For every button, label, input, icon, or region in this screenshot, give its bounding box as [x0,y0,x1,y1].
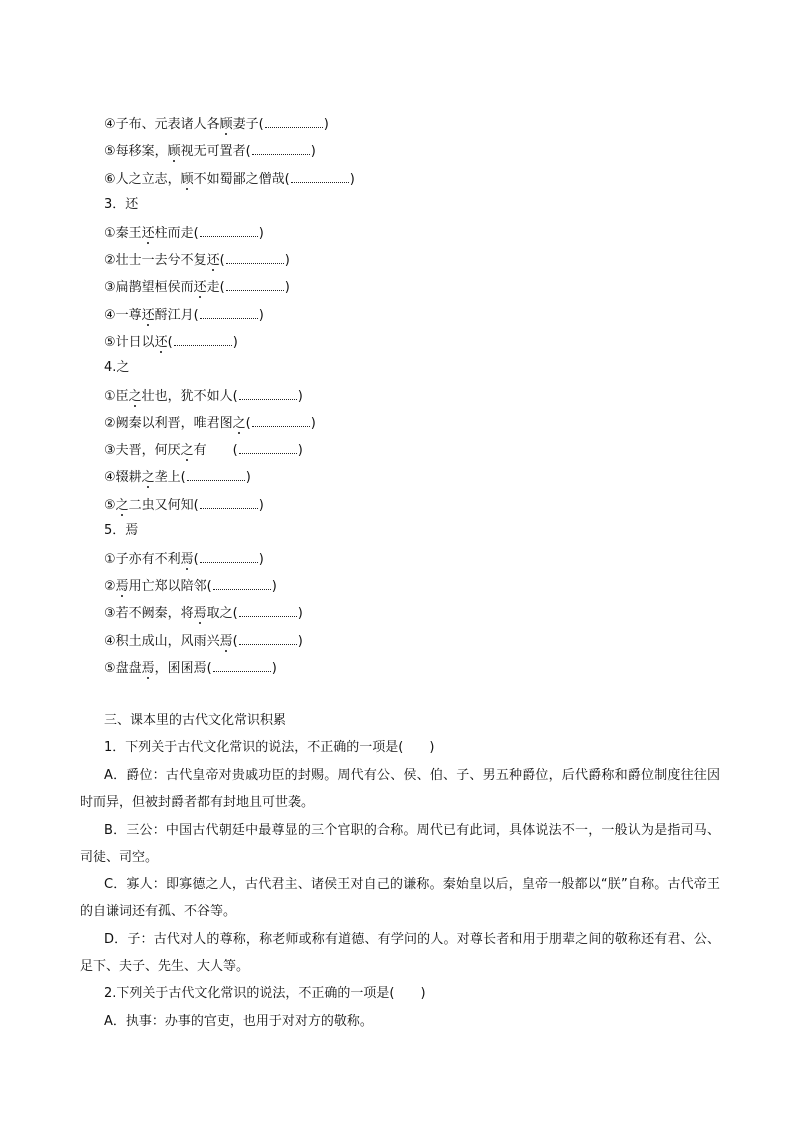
part-title: 三、课本里的古代文化常识积累 [104,713,287,728]
answer-blank[interactable] [200,550,258,563]
item-gu-6: ⑥人之立志，顾不如蜀鄙之僧哉( ) [104,172,355,187]
item-yan-1: ①子亦有不利焉( ) [104,552,264,567]
item-zhi-1: ①臣之壮也，犹不如人( ) [104,389,303,404]
answer-blank[interactable] [265,115,323,128]
item-gu-4: ④子布、元表诸人各顾妻子( ) [104,117,329,132]
answer-blank[interactable] [252,142,310,155]
section-heading-zhi: 4.之 [104,360,130,375]
question-1-option-c: C．寡人：即寡德之人，古代君主、诸侯王对自己的谦称。秦始皇以后，皇帝一般都以“朕”自称。古代帝王的自谦词还有孤、不谷等。 [80,877,720,919]
question-1: 1．下列关于古代文化常识的说法，不正确的一项是( ) [104,740,435,755]
answer-blank[interactable] [200,496,258,509]
question-1-option-b: B．三公：中国古代朝廷中最尊显的三个官职的合称。周代已有此词，具体说法不一，一般认为是指司马、司徒、司空。 [80,823,720,865]
answer-blank[interactable] [200,224,258,237]
answer-blank[interactable] [291,170,349,183]
item-zhi-5: ⑤之二虫又何知( ) [104,498,264,513]
answer-blank[interactable] [239,632,297,645]
answer-blank[interactable] [226,278,284,291]
answer-blank[interactable] [239,441,297,454]
question-2-option-a: A．执事：办事的官吏，也用于对对方的敬称。 [104,1014,373,1029]
item-yan-2: ②焉用亡郑以陪邻( ) [104,579,277,594]
item-yan-4: ④积土成山，风雨兴焉( ) [104,634,303,649]
item-huan-5: ⑤计日以还( ) [104,335,238,350]
item-gu-5: ⑤每移案，顾视无可置者( ) [104,144,316,159]
answer-blank[interactable] [213,659,271,672]
item-huan-2: ②壮士一去兮不复还( ) [104,253,290,268]
item-huan-4: ④一尊还酹江月( ) [104,308,264,323]
item-yan-5: ⑤盘盘焉，囷囷焉( ) [104,661,277,676]
question-1-option-d: D．子：古代对人的尊称，称老师或称有道德、有学问的人。对尊长者和用于朋辈之间的敬称还有君、公、足下、夫子、先生、大人等。 [80,932,720,974]
section-heading-huan: 3．还 [104,197,139,212]
answer-blank[interactable] [239,604,297,617]
answer-blank[interactable] [239,387,297,400]
item-zhi-2: ②阙秦以利晋，唯君图之( ) [104,416,316,431]
question-1-option-a: A．爵位：古代皇帝对贵戚功臣的封赐。周代有公、侯、伯、子、男五种爵位，后代爵称和爵位制度往往因时而异，但被封爵者都有封地且可世袭。 [80,768,720,810]
answer-blank[interactable] [174,333,232,346]
answer-blank[interactable] [252,414,310,427]
item-huan-3: ③扁鹊望桓侯而还走( ) [104,280,290,295]
answer-blank[interactable] [200,306,258,319]
section-heading-yan: 5．焉 [104,523,139,538]
answer-blank[interactable] [213,577,271,590]
answer-blank[interactable] [226,251,284,264]
item-zhi-4: ④辍耕之垄上( ) [104,470,251,485]
question-2: 2.下列关于古代文化常识的说法，不正确的一项是( ) [104,986,426,1001]
item-zhi-3: ③夫晋，何厌之有 ( ) [104,443,303,458]
item-huan-1: ①秦王还柱而走( ) [104,226,264,241]
answer-blank[interactable] [187,468,245,481]
item-yan-3: ③若不阙秦，将焉取之( ) [104,606,303,621]
